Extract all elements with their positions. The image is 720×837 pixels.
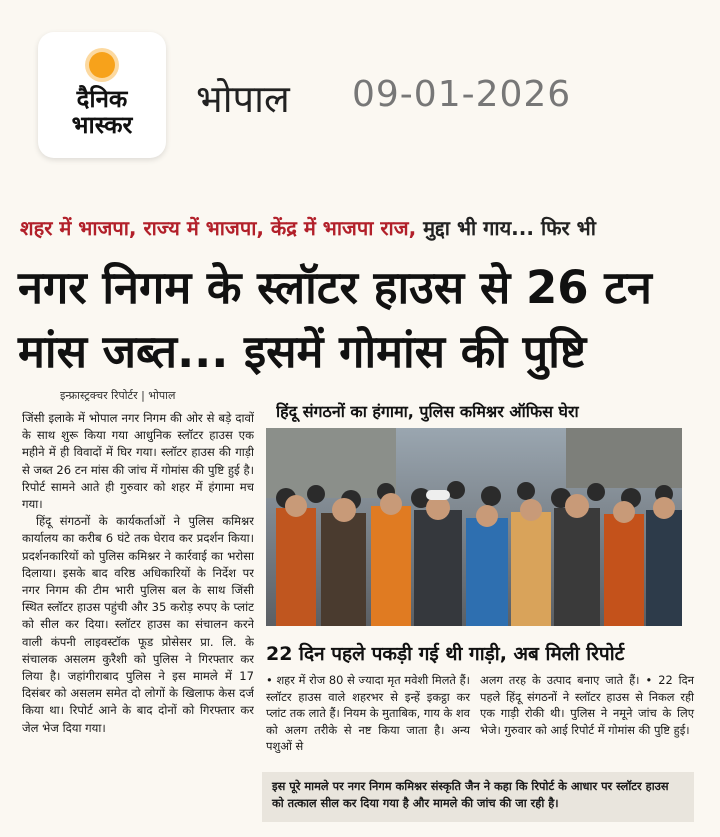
logo-line-2: भास्कर <box>71 111 133 139</box>
photo-title: हिंदू संगठनों का हंगामा, पुलिस कमिश्नर ऑफिस घेरा <box>276 402 579 421</box>
crowd-illustration <box>266 428 682 626</box>
commissioner-note: इस पूरे मामले पर नगर निगम कमिश्नर संस्कृति जैन ने कहा कि रिपोर्ट के आधार पर स्लॉटर हाउस को तत्काल सील कर दिया गया है और मामले की जांच की जा रही है। <box>262 772 694 822</box>
protest-photo <box>266 428 682 626</box>
headline-line-1: नगर निगम के स्लॉटर हाउस से 26 टन <box>18 261 652 314</box>
article-body-middle: • शहर में रोज 80 से ज्यादा मृत मवेशी मिलते हैं। स्लॉटर हाउस वाले शहरभर से इन्हें इकट्ठा कर प्लांट तक लाते हैं। नियम के मुताबिक, गाय के शव को अलग तरीके से नष्ट किया जाता है। अन्य पशुओं से <box>266 673 470 753</box>
byline: इन्फ्रास्ट्रक्चर रिपोर्टर | भोपाल <box>60 389 176 402</box>
sun-icon <box>89 52 115 78</box>
newspaper-logo <box>38 32 166 158</box>
kicker-line <box>20 214 700 241</box>
article-body-right: अलग तरह के उत्पाद बनाए जाते हैं। • 22 दिन पहले हिंदू संगठनों ने स्लॉटर हाउस से निकल रही एक गाड़ी रोकी थी। पुलिस ने नमूने जांच के लिए भेजे। गुरुवार को आई रिपोर्ट में गोमांस की पुष्टि हुई। <box>480 673 694 737</box>
edition-city: भोपाल <box>196 77 290 121</box>
kicker-dark: मुद्दा भी गाय... फिर भी <box>423 216 596 240</box>
headline-line-2: मांस जब्त... इसमें गोमांस की पुष्टि <box>18 325 587 378</box>
paragraph: जिंसी इलाके में भोपाल नगर निगम की ओर से बड़े दावों के साथ शुरू किया गया आधुनिक स्लॉटर हाउस एक महीने में ही विवादों में घिर गया। स्लॉटर हाउस की गाड़ी से जब्त 26 टन मांस की जांच में गोमांस की पुष्टि हुई है। रिपोर्ट सामने आते ही गुरुवार को शहर में हंगामा मच गया। <box>22 411 254 512</box>
edition-date: 09-01-2026 <box>352 74 572 115</box>
headline <box>18 256 708 384</box>
paragraph: हिंदू संगठनों के कार्यकर्ताओं ने पुलिस कमिश्नर कार्यालय का करीब 6 घंटे तक घेराव कर प्रदर्शन किया। प्रदर्शनकारियों को पुलिस कमिश्नर ने कार्रवाई का भरोसा दिलाया। इसके बाद वरिष्ठ अधिकारियों के निर्देश पर नगर निगम की टीम भारी पुलिस बल के साथ जिंसी स्थित स्लॉटर हाउस पहुंची और 35 करोड़ रुपए के प्लांट को सील कर दिया। स्लॉटर हाउस का संचालन करने वाली कंपनी लाइवस्टॉक फूड प्रोसेसर प्रा. लि. के संचालक असलम कुरैशी को पुलिस ने गिरफ्तार कर लिया है। जहांगीराबाद पुलिस ने इस मामले में 17 दिसंबर को असलम समेत दो लोगों के खिलाफ केस दर्ज किया था। रिपोर्ट आने के बाद दोनों को गिरफ्तार कर जेल भेज दिया गया। <box>22 514 254 735</box>
logo-line-1: दैनिक <box>76 85 128 113</box>
kicker-red: शहर में भाजपा, राज्य में भाजपा, केंद्र में भाजपा राज, <box>20 216 417 240</box>
article-body-left <box>22 410 254 810</box>
sub-headline: 22 दिन पहले पकड़ी गई थी गाड़ी, अब मिली रिपोर्ट <box>266 643 625 665</box>
